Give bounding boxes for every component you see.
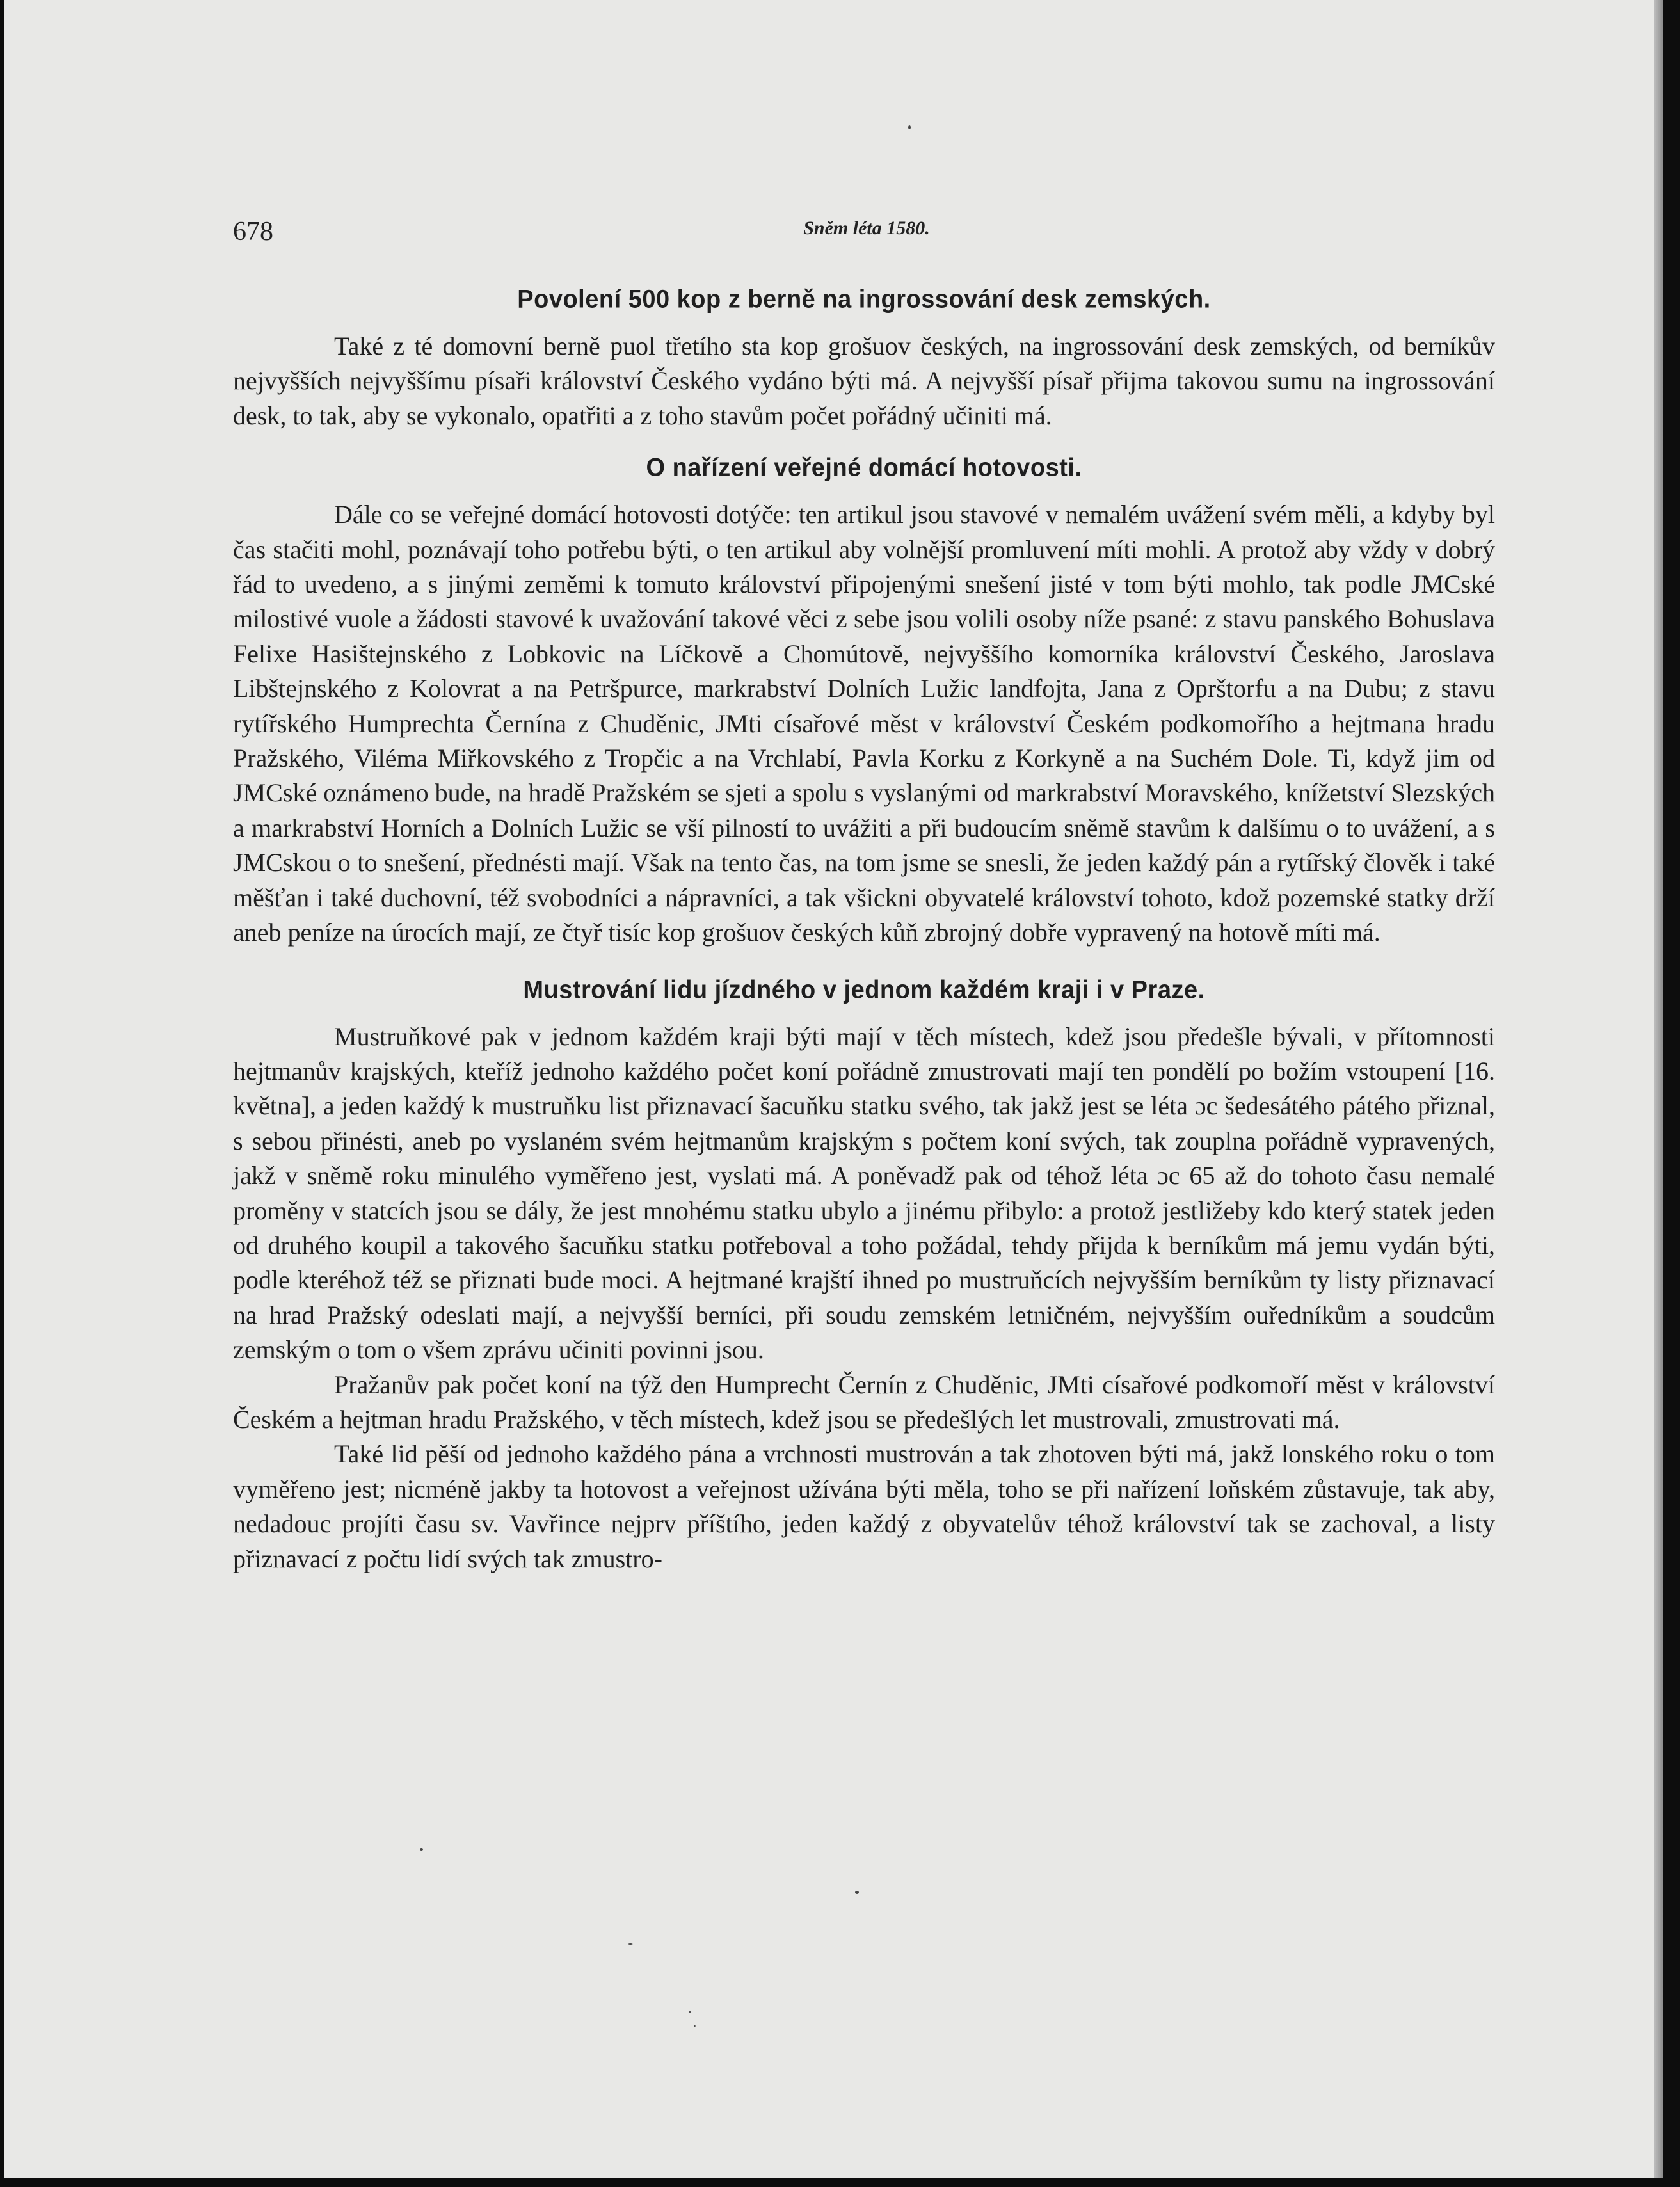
- scan-speck: [420, 1848, 423, 1851]
- paragraph: Také lid pěší od jednoho každého pána a vrchnosti mustrován a tak zhotoven býti má, jakž lonského roku o tom vyměřeno jest; nicméně jakby ta hotovost a veřejnost užívána býti měla, toho se při nařízení loňském zůstavuje, tak aby, nedadouc projíti času sv. Vavřince nejprv příštího, jeden každý z obyvatelův téhož království tak se zachoval, a listy přiznavací z počtu lidí svých tak zmustro-: [233, 1439, 1495, 1573]
- running-title: Sněm léta 1580.: [803, 218, 930, 239]
- paragraph: Mustruňkové pak v jednom každém kraji býti mají v těch místech, kdež jsou předešle bývali, v přítomnosti hejtmanův krajských, kteříž jednoho každého počet koní pořádně zmustrovati mají ten pondělí po božím vstoupení [16. května], a jeden každý k mustruňku list přiznavací šacuňku statku svého, tak jakž jest se léta ɔc šedesátého pátého přiznal, s sebou přinésti, aneb po vyslaném svém hejtmanům krajským s počtem koní svých, tak zouplna pořádně vypravených, jakž v sněmě roku minulého vyměřeno jest, vyslati má. A poněvadž pak od téhož léta ɔc 65 až do tohoto času nemalé proměny v statcích jsou se dály, že jest mnohému statku ubylo a jinému přibylo: a protož jestližeby kdo který statek jeden od druhého koupil a takového šacuňku statku potřeboval a toho požádal, tehdy přijda k berníkům má jemu vydán býti, podle kteréhož též se přiznati bude moci. A hejtmané krajští ihned po mustruňcích nejvyšším berníkům ty listy přiznavací na hrad Pražský odeslati mají, a nejvyšší berníci, při soudu zemském letničném, nejvyšším ouředníkům a soudcům zemským o tom o všem zprávu učiniti povinni jsou.: [233, 1021, 1495, 1365]
- scan-speck: [689, 2011, 691, 2013]
- paragraph: Dále co se veřejné domácí hotovosti dotýče: ten artikul jsou stavové v nemalém uvážení svém měli, a kdyby byl čas stačiti mohl, poznávají toho potřebu býti, o ten artikul aby volnější promluvení míti mohli. A protož aby vždy v dobrý řád to uvedeno, a s jinými zeměmi k tomuto království připojenými snešení jisté v tom býti mohlo, tak podle JMCské milostivé vuole a žádosti stavové k uvažování takové věci z sebe jsou volili osoby níže psané: z stavu panského Bohuslava Felixe Hasištejnského z Lobkovic na Líčkově a Chomútově, nejvyššího komorníka království Českého, Jaroslava Libštejnského z Kolovrat a na Petršpurce, markrabství Dolních Lužic landfojta, Jana z Oprštorfu a na Dubu; z stavu rytířského Humprechta Černína z Chuděnic, JMti císařové měst v království Českém podkomořího a hejtmana hradu Pražského, Viléma Miřkovského z Tropčic a na Vrchlabí, Pavla Korku z Korkyně a na Suchém Dole. Ti, když jim od JMCské oznámeno bude, na hradě Pražském se sjeti a spolu s vyslanými od markrabství Moravského, knížetství Slezských a markrabství Horních a Dolních Lužic se vší pilností to uvážiti a při budoucím sněmě stavům k dalšímu o to uvážení, a s JMCskou o to snešení, přednésti mají. Však na tento čas, na tom jsme se snesli, že jeden každý pán a rytířský člověk i také měšťan i také duchovní, též svobodníci a nápravníci, a tak všickni obyvatelé království tohoto, kdož pozemské statky drží aneb peníze na úrocích mají, ze čtyř tisíc kop grošuov českých kůň zbrojný dobře vypravený na hotově míti má.: [233, 500, 1495, 947]
- page-number: 678: [233, 217, 273, 246]
- running-head: [233, 216, 1500, 255]
- scan-speck: [694, 2025, 696, 2027]
- scan-speck: [908, 125, 911, 129]
- page-body: [233, 282, 1495, 1576]
- paragraph: Pražanův pak počet koní na týž den Humprecht Černín z Chuděnic, JMti císařové podkomoří měst v království Českém a hejtman hradu Pražského, v těch místech, kdež jsou se předešlých let mustrovali, zmustrovati má.: [233, 1370, 1495, 1434]
- section-heading: Mustrování lidu jízdného v jednom každém kraji i v Praze.: [523, 975, 1205, 1004]
- scanned-page: [4, 0, 1663, 2178]
- scan-speck: [855, 1891, 859, 1894]
- scan-speck: [628, 1943, 633, 1945]
- page-edge-shadow: [1654, 0, 1663, 2178]
- section-heading: O nařízení veřejné domácí hotovosti.: [646, 454, 1082, 483]
- section-heading: Povolení 500 kop z berně na ingrossování desk zemských.: [517, 285, 1211, 314]
- paragraph: Také z té domovní berně puol třetího sta kop grošuov českých, na ingrossování desk zemských, od berníkův nejvyšších nejvyššímu písaři království Českého vydáno býti má. A nejvyšší písař přijma takovou sumu na ingrossování desk, to tak, aby se vykonalo, opatřiti a z toho stavům počet pořádný učiniti má.: [233, 332, 1495, 430]
